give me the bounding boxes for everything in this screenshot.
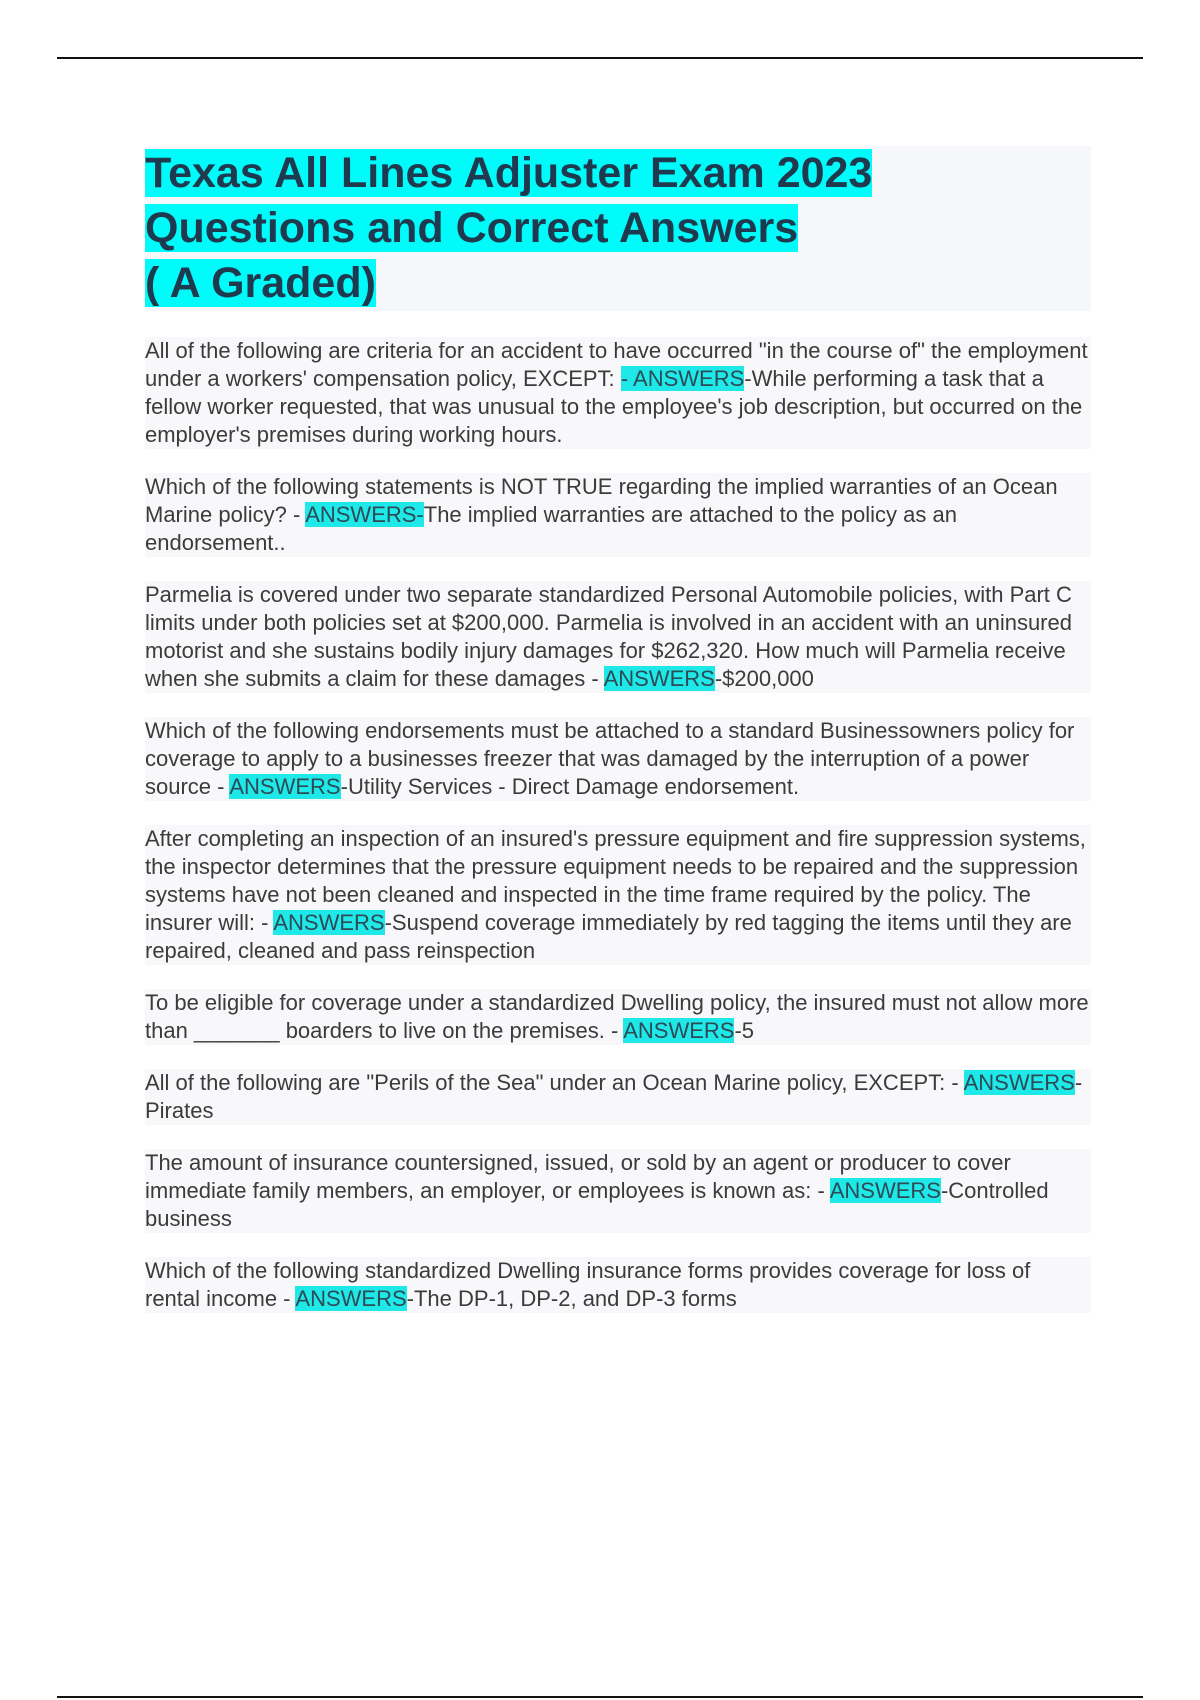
answer-text: The implied warranties are attached to the policy as an endorsement.. xyxy=(145,502,957,555)
qa-item xyxy=(145,717,1091,801)
answers-marker: ANSWERS xyxy=(623,1018,735,1043)
title-line: Texas All Lines Adjuster Exam 2023 xyxy=(145,149,873,197)
answer-text: -$200,000 xyxy=(714,666,814,691)
question-text: To be eligible for coverage under a standardized Dwelling policy, the insured must not allow more than _______ boarders to live on the premises. - xyxy=(145,990,1089,1043)
answers-marker: ANSWERS xyxy=(829,1178,941,1203)
answer-text: -The DP-1, DP-2, and DP-3 forms xyxy=(406,1286,737,1311)
answers-marker: ANSWERS- xyxy=(305,502,424,527)
question-text: Parmelia is covered under two separate standardized Personal Automobile policies, with Part C limits under both policies set at $200,000. Parmelia is involved in an accident with an uninsured motorist and she sustains bodily injury damages for $262,320. How much will Parmelia receive when she submits a claim for these damages - xyxy=(145,582,1072,691)
answer-text: -Utility Services - Direct Damage endorsement. xyxy=(340,774,800,799)
title-block xyxy=(145,146,1091,311)
answers-marker: ANSWERS xyxy=(273,910,385,935)
bottom-divider xyxy=(57,1696,1143,1698)
qa-item xyxy=(145,1069,1091,1125)
question-text: After completing an inspection of an insured's pressure equipment and fire suppression systems, the inspector determines that the pressure equipment needs to be repaired and the suppression systems have not been cleaned and inspected in the time frame required by the policy. The insurer will: - xyxy=(145,826,1086,935)
top-divider xyxy=(57,57,1143,59)
question-text: Which of the following standardized Dwelling insurance forms provides coverage for loss of rental income - xyxy=(145,1258,1031,1311)
document-body xyxy=(145,146,1091,1337)
qa-item xyxy=(145,1257,1091,1313)
answer-text: -Pirates xyxy=(145,1070,1083,1123)
question-text: Which of the following endorsements must be attached to a standard Businessowners policy for coverage to apply to a businesses freezer that was damaged by the interruption of a power source - xyxy=(145,718,1075,799)
answer-text: -5 xyxy=(734,1018,755,1043)
answer-text: -Suspend coverage immediately by red tagging the items until they are repaired, cleaned and pass reinspection xyxy=(145,910,1072,963)
answers-marker: ANSWERS xyxy=(295,1286,407,1311)
document-title xyxy=(145,146,1091,311)
answers-marker: ANSWERS xyxy=(963,1070,1075,1095)
question-text: The amount of insurance countersigned, issued, or sold by an agent or producer to cover immediate family members, an employer, or employees is known as: - xyxy=(145,1150,1011,1203)
answers-marker: ANSWERS xyxy=(229,774,341,799)
qa-item xyxy=(145,989,1091,1045)
title-line: Questions and Correct Answers xyxy=(145,204,799,252)
qa-item xyxy=(145,337,1091,449)
answer-text: -While performing a task that a fellow worker requested, that was unusual to the employee's job description, but occurred on the employer's premises during working hours. xyxy=(145,366,1083,447)
qa-item xyxy=(145,581,1091,693)
qa-item xyxy=(145,473,1091,557)
answers-marker: ANSWERS xyxy=(603,666,715,691)
qa-item xyxy=(145,1149,1091,1233)
answers-marker: - ANSWERS xyxy=(620,366,745,391)
question-text: All of the following are "Perils of the Sea" under an Ocean Marine policy, EXCEPT: - xyxy=(145,1070,964,1095)
question-text: Which of the following statements is NOT TRUE regarding the implied warranties of an Ocean Marine policy? - xyxy=(145,474,1058,527)
title-line: ( A Graded) xyxy=(145,259,376,307)
answer-text: -Controlled business xyxy=(145,1178,1049,1231)
qa-item xyxy=(145,825,1091,965)
question-text: All of the following are criteria for an accident to have occurred "in the course of" the employment under a workers' compensation policy, EXCEPT: xyxy=(145,338,1088,391)
